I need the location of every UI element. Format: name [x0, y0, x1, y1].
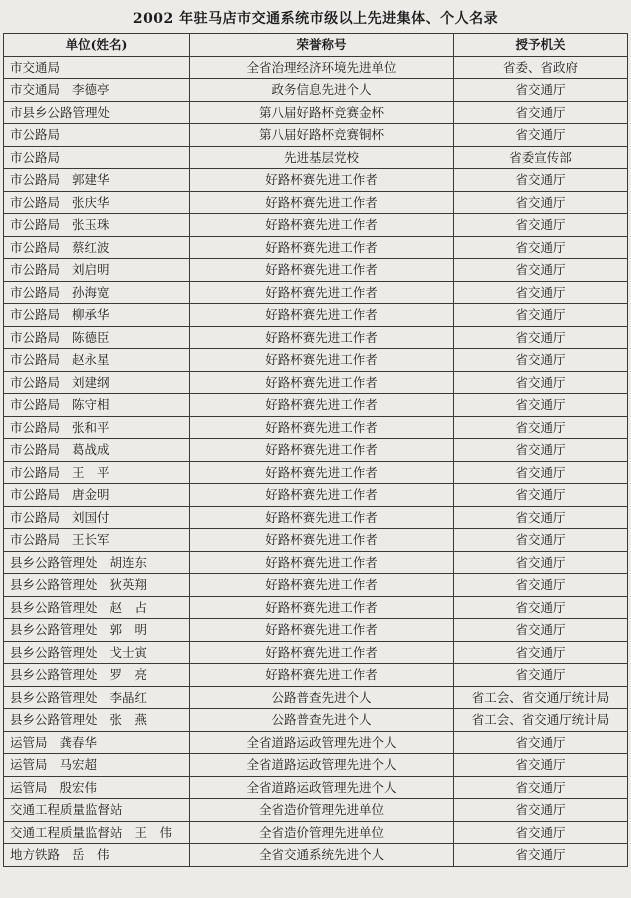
table-row [4, 821, 628, 844]
table-body [4, 56, 628, 866]
unit-label: 市公路局 [10, 262, 61, 277]
table-header-row [4, 34, 628, 57]
cell-honor: 好路杯赛先进工作者 [190, 236, 454, 259]
unit-label: 市公路局 [10, 532, 61, 547]
cell-honor: 第八届好路杯竞赛金杯 [190, 101, 454, 124]
person-name: 马宏超 [59, 757, 98, 772]
unit-label: 交通工程质量监督站 [10, 824, 123, 840]
unit-label: 市公路局 [10, 307, 61, 322]
person-name: 孙海宽 [72, 284, 110, 300]
table-row [4, 214, 628, 237]
cell-org: 省交通厅 [454, 169, 628, 192]
cell-unit-name [4, 821, 190, 844]
person-name: 陈守相 [72, 397, 110, 412]
cell-unit-name [4, 169, 190, 192]
table-row [4, 641, 628, 664]
cell-org: 省委宣传部 [454, 146, 628, 169]
unit-label: 市公路局 [10, 397, 61, 412]
cell-unit-name [4, 461, 190, 484]
table-row [4, 551, 628, 574]
table-row [4, 394, 628, 417]
person-name: 胡连东 [109, 554, 148, 570]
unit-label: 交通工程质量监督站 [10, 802, 123, 817]
cell-honor: 全省道路运政管理先进个人 [190, 731, 454, 754]
table-row [4, 731, 628, 754]
table-row [4, 776, 628, 799]
cell-org: 省交通厅 [454, 619, 628, 642]
person-name: 陈德臣 [72, 329, 110, 345]
cell-unit-name [4, 101, 190, 124]
table-row [4, 56, 628, 79]
table-row [4, 349, 628, 372]
cell-unit-name [4, 236, 190, 259]
cell-org: 省交通厅 [454, 596, 628, 619]
cell-unit-name [4, 304, 190, 327]
cell-honor: 好路杯赛先进工作者 [190, 394, 454, 417]
unit-label: 市公路局 [10, 284, 61, 300]
unit-label: 县乡公路管理处 [10, 599, 98, 615]
unit-label: 市公路局 [10, 419, 61, 435]
person-name: 王 伟 [134, 824, 173, 840]
cell-org: 省交通厅 [454, 236, 628, 259]
unit-label: 市公路局 [10, 509, 61, 525]
page-title: 2002 年驻马店市交通系统市级以上先进集体、个人名录 [132, 11, 499, 27]
cell-org: 省交通厅 [454, 529, 628, 552]
unit-label: 运管局 [10, 779, 48, 795]
cell-unit-name [4, 844, 190, 867]
table-row [4, 169, 628, 192]
person-name: 刘启明 [72, 262, 110, 277]
unit-label: 市公路局 [10, 374, 61, 390]
unit-label: 市公路局 [10, 329, 61, 345]
cell-org: 省交通厅 [454, 641, 628, 664]
unit-label: 市县乡公路管理处 [10, 104, 111, 120]
cell-unit-name [4, 146, 190, 169]
cell-unit-name [4, 551, 190, 574]
cell-org: 省交通厅 [454, 754, 628, 777]
cell-org: 省交通厅 [454, 461, 628, 484]
cell-unit-name [4, 596, 190, 619]
cell-org: 省交通厅 [454, 664, 628, 687]
table-row [4, 146, 628, 169]
cell-honor: 全省道路运政管理先进个人 [190, 776, 454, 799]
person-name: 罗 亮 [109, 667, 148, 682]
cell-honor: 好路杯赛先进工作者 [190, 484, 454, 507]
cell-honor: 好路杯赛先进工作者 [190, 191, 454, 214]
table-row [4, 506, 628, 529]
cell-org: 省工会、省交通厅统计局 [454, 686, 628, 709]
person-name: 蔡红波 [72, 239, 110, 255]
cell-org: 省交通厅 [454, 731, 628, 754]
cell-honor: 好路杯赛先进工作者 [190, 281, 454, 304]
cell-unit-name [4, 349, 190, 372]
cell-org: 省交通厅 [454, 439, 628, 462]
person-name: 龚春华 [59, 734, 98, 750]
person-name: 张 燕 [109, 712, 148, 727]
person-name: 赵 占 [109, 599, 148, 615]
unit-label: 市交通局 [10, 59, 61, 75]
table-row [4, 799, 628, 822]
cell-org: 省交通厅 [454, 259, 628, 282]
table-row [4, 416, 628, 439]
table-row [4, 371, 628, 394]
cell-honor: 好路杯赛先进工作者 [190, 461, 454, 484]
cell-unit-name [4, 529, 190, 552]
unit-label: 市公路局 [10, 194, 61, 210]
cell-org: 省交通厅 [454, 101, 628, 124]
cell-honor: 好路杯赛先进工作者 [190, 214, 454, 237]
cell-org: 省工会、省交通厅统计局 [454, 709, 628, 732]
cell-honor: 全省造价管理先进单位 [190, 821, 454, 844]
cell-unit-name [4, 731, 190, 754]
cell-honor: 好路杯赛先进工作者 [190, 259, 454, 282]
person-name: 刘国付 [72, 509, 110, 525]
table-row [4, 596, 628, 619]
table-row [4, 79, 628, 102]
cell-honor: 公路普查先进个人 [190, 709, 454, 732]
cell-unit-name [4, 124, 190, 147]
person-name: 李德亭 [72, 82, 110, 97]
person-name: 唐金明 [72, 487, 110, 502]
cell-unit-name [4, 709, 190, 732]
person-name: 刘建纲 [72, 374, 110, 390]
unit-label: 县乡公路管理处 [10, 554, 98, 570]
cell-org: 省委、省政府 [454, 56, 628, 79]
cell-org: 省交通厅 [454, 79, 628, 102]
cell-honor: 先进基层党校 [190, 146, 454, 169]
table-row [4, 191, 628, 214]
cell-unit-name [4, 281, 190, 304]
cell-org: 省交通厅 [454, 124, 628, 147]
cell-org: 省交通厅 [454, 484, 628, 507]
cell-unit-name [4, 326, 190, 349]
unit-label: 市公路局 [10, 239, 61, 255]
table-row [4, 461, 628, 484]
cell-unit-name [4, 686, 190, 709]
honor-table [3, 33, 628, 867]
unit-label: 地方铁路 [10, 847, 61, 862]
unit-label: 县乡公路管理处 [10, 689, 98, 705]
table-row [4, 304, 628, 327]
person-name: 王 平 [72, 464, 110, 480]
table-row [4, 101, 628, 124]
table-row [4, 124, 628, 147]
cell-honor: 好路杯赛先进工作者 [190, 596, 454, 619]
cell-org: 省交通厅 [454, 214, 628, 237]
cell-org: 省交通厅 [454, 349, 628, 372]
unit-label: 运管局 [10, 757, 48, 772]
unit-label: 市公路局 [10, 149, 61, 165]
cell-unit-name [4, 776, 190, 799]
person-name: 狄英翔 [109, 577, 148, 592]
table-row [4, 281, 628, 304]
person-name: 岳 伟 [72, 847, 110, 862]
table-row [4, 574, 628, 597]
cell-honor: 好路杯赛先进工作者 [190, 304, 454, 327]
cell-honor: 好路杯赛先进工作者 [190, 371, 454, 394]
table-row [4, 326, 628, 349]
cell-honor: 好路杯赛先进工作者 [190, 326, 454, 349]
cell-org: 省交通厅 [454, 506, 628, 529]
person-name: 张玉珠 [72, 217, 110, 232]
cell-unit-name [4, 371, 190, 394]
cell-org: 省交通厅 [454, 281, 628, 304]
cell-honor: 好路杯赛先进工作者 [190, 641, 454, 664]
cell-unit-name [4, 214, 190, 237]
table-row [4, 754, 628, 777]
unit-label: 市公路局 [10, 127, 61, 142]
cell-honor: 好路杯赛先进工作者 [190, 506, 454, 529]
cell-honor: 好路杯赛先进工作者 [190, 529, 454, 552]
person-name: 郭 明 [109, 622, 148, 637]
unit-label: 市公路局 [10, 464, 61, 480]
header-org: 授予机关 [454, 34, 628, 57]
unit-label: 市公路局 [10, 352, 61, 367]
cell-honor: 全省治理经济环境先进单位 [190, 56, 454, 79]
cell-unit-name [4, 754, 190, 777]
cell-honor: 好路杯赛先进工作者 [190, 664, 454, 687]
person-name: 殷宏伟 [59, 779, 98, 795]
cell-unit-name [4, 641, 190, 664]
cell-org: 省交通厅 [454, 191, 628, 214]
person-name: 张和平 [72, 419, 110, 435]
cell-honor: 好路杯赛先进工作者 [190, 169, 454, 192]
cell-unit-name [4, 416, 190, 439]
cell-org: 省交通厅 [454, 844, 628, 867]
cell-unit-name [4, 394, 190, 417]
cell-unit-name [4, 664, 190, 687]
cell-org: 省交通厅 [454, 574, 628, 597]
unit-label: 县乡公路管理处 [10, 577, 98, 592]
person-name: 张庆华 [72, 194, 110, 210]
unit-label: 县乡公路管理处 [10, 622, 98, 637]
unit-label: 市公路局 [10, 442, 61, 457]
cell-honor: 第八届好路杯竞赛铜杯 [190, 124, 454, 147]
table-row [4, 664, 628, 687]
cell-org: 省交通厅 [454, 551, 628, 574]
cell-unit-name [4, 506, 190, 529]
table-row [4, 686, 628, 709]
cell-unit-name [4, 574, 190, 597]
cell-org: 省交通厅 [454, 394, 628, 417]
cell-org: 省交通厅 [454, 304, 628, 327]
person-name: 柳承华 [72, 307, 110, 322]
unit-label: 市交通局 [10, 82, 61, 97]
table-row [4, 236, 628, 259]
cell-unit-name [4, 259, 190, 282]
cell-unit-name [4, 79, 190, 102]
person-name: 王长军 [72, 532, 110, 547]
unit-label: 运管局 [10, 734, 48, 750]
cell-honor: 公路普查先进个人 [190, 686, 454, 709]
cell-unit-name [4, 619, 190, 642]
cell-honor: 好路杯赛先进工作者 [190, 349, 454, 372]
table-row [4, 259, 628, 282]
cell-org: 省交通厅 [454, 776, 628, 799]
cell-honor: 全省道路运政管理先进个人 [190, 754, 454, 777]
cell-org: 省交通厅 [454, 416, 628, 439]
person-name: 郭建华 [72, 172, 110, 187]
cell-org: 省交通厅 [454, 799, 628, 822]
cell-honor: 好路杯赛先进工作者 [190, 439, 454, 462]
unit-label: 县乡公路管理处 [10, 667, 98, 682]
cell-org: 省交通厅 [454, 326, 628, 349]
cell-unit-name [4, 191, 190, 214]
header-unit: 单位(姓名) [4, 34, 190, 57]
table-row [4, 439, 628, 462]
unit-label: 市公路局 [10, 217, 61, 232]
cell-unit-name [4, 439, 190, 462]
cell-org: 省交通厅 [454, 821, 628, 844]
unit-label: 县乡公路管理处 [10, 712, 98, 727]
person-name: 葛战成 [72, 442, 110, 457]
header-honor: 荣誉称号 [190, 34, 454, 57]
table-row [4, 484, 628, 507]
unit-label: 市公路局 [10, 487, 61, 502]
cell-unit-name [4, 484, 190, 507]
person-name: 李晶红 [109, 689, 148, 705]
cell-honor: 全省造价管理先进单位 [190, 799, 454, 822]
cell-unit-name [4, 799, 190, 822]
cell-honor: 全省交通系统先进个人 [190, 844, 454, 867]
table-row [4, 709, 628, 732]
cell-unit-name [4, 56, 190, 79]
unit-label: 县乡公路管理处 [10, 644, 98, 660]
table-row [4, 619, 628, 642]
cell-honor: 好路杯赛先进工作者 [190, 416, 454, 439]
cell-honor: 好路杯赛先进工作者 [190, 574, 454, 597]
table-row [4, 529, 628, 552]
unit-label: 市公路局 [10, 172, 61, 187]
cell-org: 省交通厅 [454, 371, 628, 394]
cell-honor: 好路杯赛先进工作者 [190, 619, 454, 642]
table-row [4, 844, 628, 867]
cell-honor: 好路杯赛先进工作者 [190, 551, 454, 574]
person-name: 戈士寅 [109, 644, 148, 660]
cell-honor: 政务信息先进个人 [190, 79, 454, 102]
person-name: 赵永星 [72, 352, 110, 367]
